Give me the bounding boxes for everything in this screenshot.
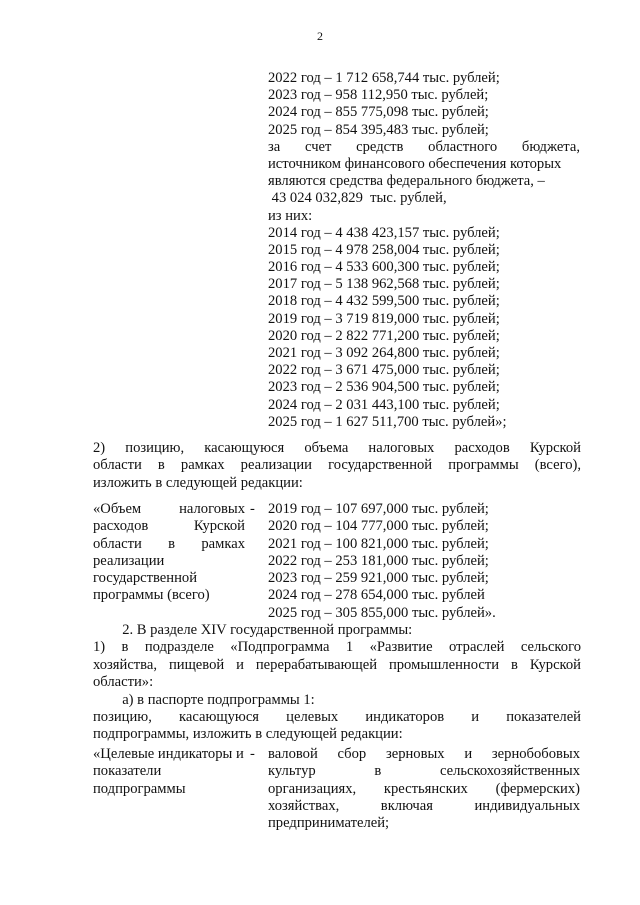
section-line: а) в паспорте подпрограммы 1: [93, 691, 315, 708]
label-line: «Целевые индикаторы и [93, 746, 244, 762]
funding-line: 2019 год – 3 719 819,000 тыс. рублей; [268, 310, 500, 327]
federal-total-line: 43 024 032,829 тыс. рублей, [268, 190, 447, 207]
funding-line: 2025 год – 1 627 511,700 тыс. рублей»; [268, 413, 507, 430]
label-line: «Объем налоговых [93, 501, 245, 517]
funding-line: 2014 год – 4 438 423,157 тыс. рублей; [268, 224, 500, 241]
label-line: подпрограммы [93, 780, 186, 797]
federal-intro-line: из них: [268, 207, 313, 224]
label-line: реализации [93, 552, 165, 569]
tax-table-dash: - [250, 501, 255, 517]
indicator-line: культур в сельскохозяйственных [268, 763, 580, 780]
indicator-line: хозяйствах, включая индивидуальных [268, 797, 580, 814]
indicator-table-dash: - [250, 746, 255, 762]
indicator-table-values [268, 746, 580, 832]
funding-line: 2022 год – 1 712 658,744 тыс. рублей; [268, 70, 500, 86]
tax-value-line: 2024 год – 278 654,000 тыс. рублей [268, 587, 485, 604]
funding-line: 2025 год – 854 395,483 тыс. рублей; [268, 121, 489, 138]
federal-intro-line: источником финансового обеспечения которых [268, 155, 562, 172]
funding-block-1 [268, 70, 580, 431]
indicator-line: организациях, крестьянских (фермерских) [268, 780, 580, 797]
funding-line: 2020 год – 2 822 771,200 тыс. рублей; [268, 327, 500, 344]
section-xiv [93, 622, 581, 744]
indicator-line: валовой сбор зерновых и зернобобовых [268, 746, 580, 762]
paragraph-line: области в рамках реализации государственной программы (всего), [93, 457, 581, 474]
section-line: 2. В разделе XIV государственной программы: [93, 622, 413, 638]
label-line: государственной [93, 570, 198, 587]
funding-line: 2016 год – 4 533 600,300 тыс. рублей; [268, 259, 500, 276]
tax-value-line: 2022 год – 253 181,000 тыс. рублей; [268, 552, 489, 569]
tax-value-line: 2019 год – 107 697,000 тыс. рублей; [268, 501, 489, 517]
section-line: 1) в подразделе «Подпрограмма 1 «Развитие отраслей сельского [93, 639, 581, 656]
tax-value-line: 2025 год – 305 855,000 тыс. рублей». [268, 604, 496, 621]
tax-table-values [268, 501, 513, 622]
funding-line: 2021 год – 3 092 264,800 тыс. рублей; [268, 345, 500, 361]
section-line: области»: [93, 674, 154, 691]
tax-value-line: 2021 год – 100 821,000 тыс. рублей; [268, 535, 489, 552]
section-line: подпрограммы, изложить в следующей редакции: [93, 726, 403, 743]
funding-line: 2022 год – 3 671 475,000 тыс. рублей; [268, 362, 500, 379]
indicator-table-label [93, 746, 253, 798]
label-line: показатели [93, 763, 162, 780]
funding-line: 2018 год – 4 432 599,500 тыс. рублей; [268, 293, 500, 310]
page-number: 2 [317, 29, 323, 43]
label-line: области в рамках [93, 535, 245, 552]
funding-line: 2015 год – 4 978 258,004 тыс. рублей; [268, 241, 500, 258]
indicator-line: предпринимателей; [268, 815, 390, 832]
section-line: хозяйства, пищевой и перерабатывающей промышленности в Курской [93, 656, 581, 673]
funding-line: 2023 год – 958 112,950 тыс. рублей; [268, 87, 489, 104]
paragraph-line: 2) позицию, касающуюся объема налоговых расходов Курской [93, 440, 581, 456]
label-line: расходов Курской [93, 518, 245, 535]
paragraph-tax-expenses [93, 440, 581, 492]
federal-intro-line: являются средства федерального бюджета, – [268, 173, 545, 190]
paragraph-line: изложить в следующей редакции: [93, 474, 303, 491]
funding-line: 2024 год – 2 031 443,100 тыс. рублей; [268, 396, 500, 413]
label-line: программы (всего) [93, 587, 210, 604]
funding-line: 2017 год – 5 138 962,568 тыс. рублей; [268, 276, 500, 293]
funding-line: 2024 год – 855 775,098 тыс. рублей; [268, 104, 489, 121]
federal-intro-line: за счет средств областного бюджета, [268, 138, 580, 155]
tax-value-line: 2020 год – 104 777,000 тыс. рублей; [268, 518, 489, 535]
tax-table-label [93, 501, 245, 605]
section-line: позицию, касающуюся целевых индикаторов и показателей [93, 708, 581, 725]
tax-value-line: 2023 год – 259 921,000 тыс. рублей; [268, 570, 489, 587]
funding-line: 2023 год – 2 536 904,500 тыс. рублей; [268, 379, 500, 396]
